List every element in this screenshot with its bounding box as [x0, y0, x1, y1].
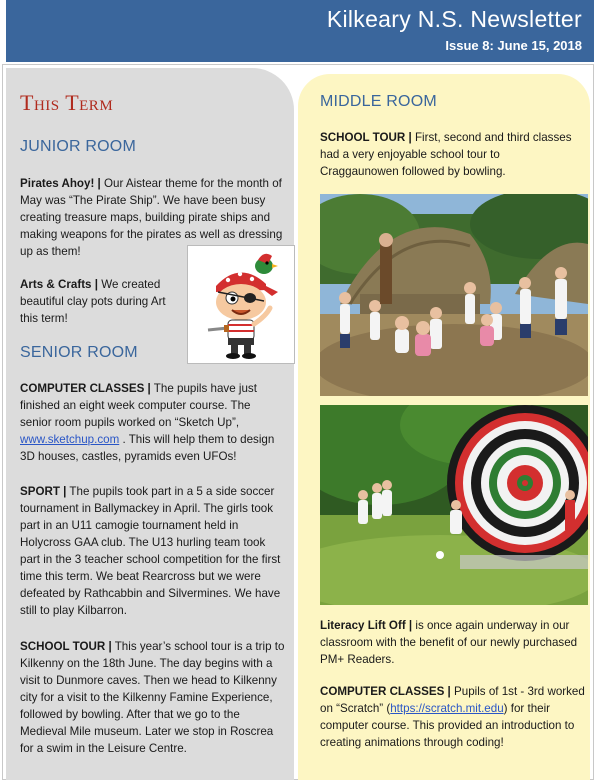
- middle-computer-text-1: Pupils of 1st - 3rd worked on “Scratch” (: [320, 685, 585, 715]
- sport-lead: SPORT |: [20, 485, 67, 498]
- sport-paragraph: [20, 483, 288, 619]
- middle-computer-lead: COMPUTER CLASSES |: [320, 685, 451, 698]
- newsletter-header: [6, 0, 594, 62]
- sport-text: The pupils took part in a 5 a side soccer tournament in Ballymackey in April. The girls took part in an U11 camogie tournament held in Holycross GAA club. The U13 hurling team took part in the 3 teacher school competition for the first time this term. We beat Rearcross but we were defeated by Rathcabbin and Silvermines. We have still to play Kilbarron.: [20, 485, 281, 617]
- sketchup-link[interactable]: www.sketchup.com: [20, 433, 120, 446]
- craggaunowen-tour-photo: [320, 194, 588, 396]
- literacy-lift-off-paragraph: [320, 617, 582, 668]
- junior-room-heading: JUNIOR ROOM: [20, 138, 136, 155]
- pirates-ahoy-lead: Pirates Ahoy! |: [20, 177, 101, 190]
- arts-crafts-text: We created beautiful clay pots during Art this term!: [20, 278, 166, 325]
- this-term-title: This Term: [20, 90, 114, 115]
- scratch-link[interactable]: https://scratch.mit.edu: [390, 702, 504, 715]
- middle-school-tour-paragraph: [320, 129, 580, 180]
- arts-crafts-lead: Arts & Crafts |: [20, 278, 98, 291]
- senior-school-tour-paragraph: [20, 638, 288, 757]
- senior-tour-lead: SCHOOL TOUR |: [20, 640, 112, 653]
- issue-date: Issue 8: June 15, 2018: [445, 38, 582, 53]
- middle-computer-classes-paragraph: [320, 683, 586, 751]
- literacy-text: is once again underway in our classroom with the benefit of our newly purchased PM+ Readers.: [320, 619, 578, 666]
- dartboard-game-photo: [320, 405, 588, 605]
- senior-computer-text-1: The pupils have just finished an eight week computer course. The senior room pupils worked on “Sketch Up”,: [20, 382, 257, 429]
- pirates-ahoy-text: Our Aistear theme for the month of May was “The Pirate Ship”. We have been busy creating treasure maps, building pirate ships and making weapons for the pirates as well as dressing up as them!: [20, 177, 283, 258]
- middle-tour-text: First, second and third classes had a very enjoyable school tour to Craggaunowen followed by bowling.: [320, 131, 572, 178]
- senior-computer-lead: COMPUTER CLASSES |: [20, 382, 151, 395]
- pirate-cartoon-image: [187, 245, 295, 364]
- literacy-lead: Literacy Lift Off |: [320, 619, 413, 632]
- senior-room-heading: SENIOR ROOM: [20, 344, 138, 361]
- senior-tour-text: This year’s school tour is a trip to Kilkenny on the 18th June. The day begins with a visit to Dunmore caves. Then we head to Kilkenny city for a visit to the Kilkenny Famine Experience, followed by bowling. After that we go to the Medieval Mile museum. Later we stop in Roscrea for a swim in the Leisure Centre.: [20, 640, 285, 755]
- senior-computer-text-2: . This will help them to design 3D houses, castles, pyramids even UFOs!: [20, 433, 275, 463]
- arts-crafts-paragraph: [20, 276, 182, 327]
- middle-computer-text-2: ) for their computer course. This provided an introduction to creating animations through coding!: [320, 702, 575, 749]
- middle-room-heading: MIDDLE ROOM: [320, 93, 437, 110]
- newsletter-title: Kilkeary N.S. Newsletter: [326, 6, 582, 32]
- senior-computer-classes-paragraph: [20, 380, 282, 465]
- middle-tour-lead: SCHOOL TOUR |: [320, 131, 412, 144]
